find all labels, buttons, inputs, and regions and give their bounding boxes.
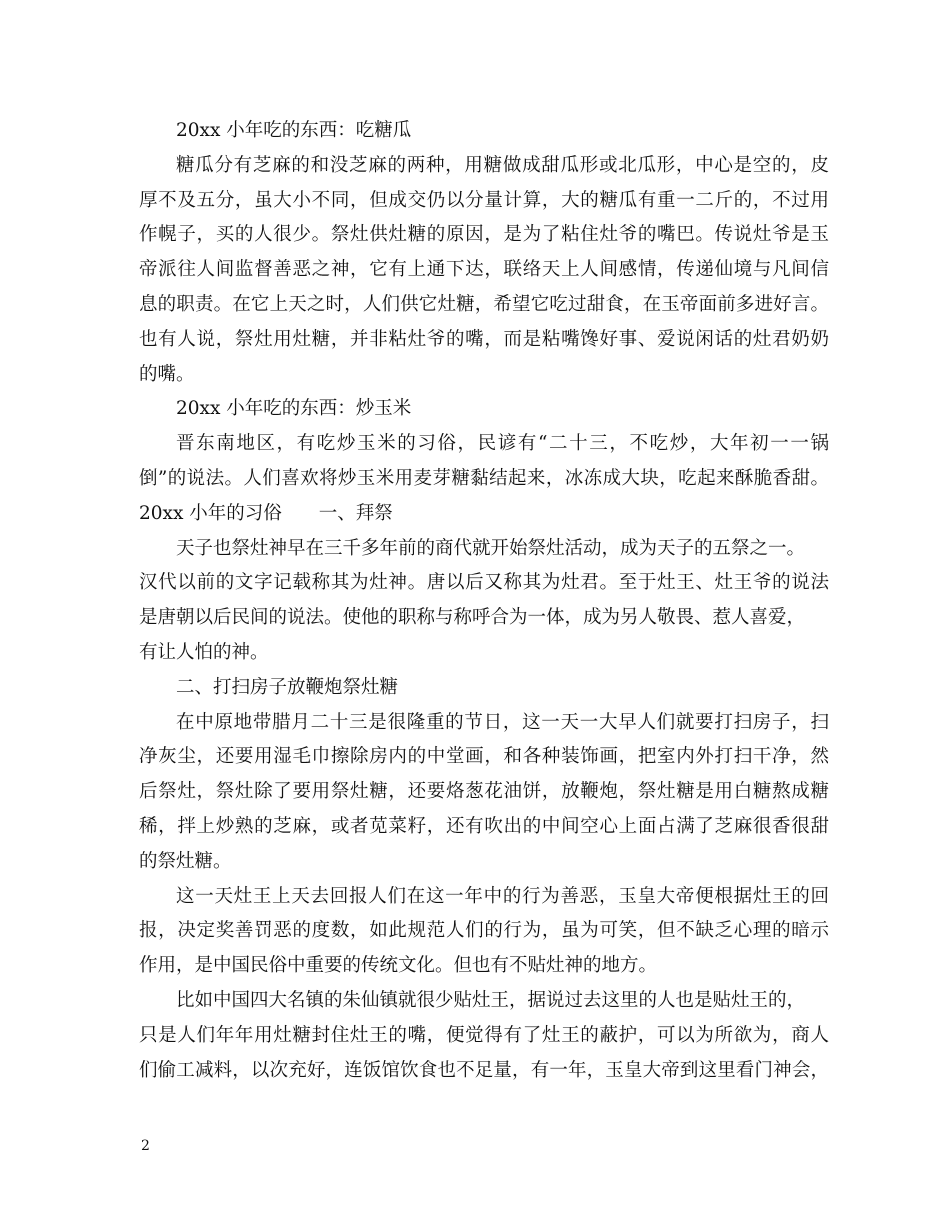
paragraph-line: 厚不及五分，虽大小不同，但成交仍以分量计算，大的糖瓜有重一二斤的，不过用 <box>139 189 829 211</box>
paragraph-line: 在中原地带腊月二十三是很隆重的节日，这一天一大早人们就要打扫房子，扫 <box>176 711 829 733</box>
paragraph-line: 作用，是中国民俗中重要的传统文化。但也有不贴灶神的地方。 <box>139 955 658 977</box>
page-number: 2 <box>141 1138 150 1154</box>
paragraph-line: 只是人们年年用灶糖封住灶王的嘴，便觉得有了灶王的蔽护，可以为所欲为，商人 <box>139 1024 829 1046</box>
paragraph-line: 净灰尘，还要用湿毛巾擦除房内的中堂画，和各种装饰画，把室内外打扫干净，然 <box>139 746 829 768</box>
heading-customs: 20xx 小年的习俗 一、拜祭 <box>139 502 393 524</box>
paragraph-line: 的嘴。 <box>139 363 195 385</box>
paragraph-line: 帝派往人间监督善恶之神，它有上通下达，联络天上人间感情，传递仙境与凡间信 <box>139 259 829 281</box>
paragraph-line: 汉代以前的文字记载称其为灶神。唐以后又称其为灶君。至于灶王、灶王爷的说法 <box>139 572 829 594</box>
heading-candy-melon: 20xx 小年吃的东西：吃糖瓜 <box>176 120 412 141</box>
paragraph-line: 们偷工减料，以次充好，连饭馆饮食也不足量，有一年，玉皇大帝到这里看门神会， <box>139 1059 829 1081</box>
paragraph-line: 报，决定奖善罚恶的度数，如此规范人们的行为，虽为可笑，但不缺乏心理的暗示 <box>139 920 829 942</box>
paragraph-line: 比如中国四大名镇的朱仙镇就很少贴灶王，据说过去这里的人也是贴灶王的， <box>176 989 806 1011</box>
paragraph-line: 天子也祭灶神早在三千多年前的商代就开始祭灶活动，成为天子的五祭之一。 <box>176 537 806 559</box>
paragraph-line: 晋东南地区，有吃炒玉米的习俗，民谚有“二十三，不吃炒，大年初一一锅 <box>176 433 829 455</box>
paragraph-line: 是唐朝以后民间的说法。使他的职称与称呼合为一体，成为另人敬畏、惹人喜爱， <box>139 607 806 629</box>
paragraph-line: 稀，拌上炒熟的芝麻，或者苋菜籽，还有吹出的中间空心上面占满了芝麻很香很甜 <box>139 815 829 837</box>
paragraph-line: 作幌子，买的人很少。祭灶供灶糖的原因，是为了粘住灶爷的嘴巴。传说灶爷是玉 <box>139 224 829 246</box>
paragraph-line: 息的职责。在它上天之时，人们供它灶糖，希望它吃过甜食，在玉帝面前多进好言。 <box>139 293 829 315</box>
paragraph-line: 倒”的说法。人们喜欢将炒玉米用麦芽糖黏结起来，冰冻成大块，吃起来酥脆香甜。 <box>139 467 829 489</box>
paragraph-line: 后祭灶，祭灶除了要用祭灶糖，还要烙葱花油饼，放鞭炮，祭灶糖是用白糖熬成糖 <box>139 781 829 803</box>
heading-fried-corn: 20xx 小年吃的东西：炒玉米 <box>176 398 412 420</box>
paragraph-line: 也有人说，祭灶用灶糖，并非粘灶爷的嘴，而是粘嘴馋好事、爱说闲话的灶君奶奶 <box>139 328 829 350</box>
paragraph-line: 的祭灶糖。 <box>139 850 232 872</box>
paragraph-line: 有让人怕的神。 <box>139 641 269 663</box>
heading-cleaning-firecrackers: 二、打扫房子放鞭炮祭灶糖 <box>176 676 399 698</box>
paragraph-line: 这一天灶王上天去回报人们在这一年中的行为善恶，玉皇大帝便根据灶王的回 <box>176 885 829 907</box>
document-body <box>139 114 829 1088</box>
paragraph-line: 糖瓜分有芝麻的和没芝麻的两种，用糖做成甜瓜形或北瓜形，中心是空的，皮 <box>176 154 829 176</box>
